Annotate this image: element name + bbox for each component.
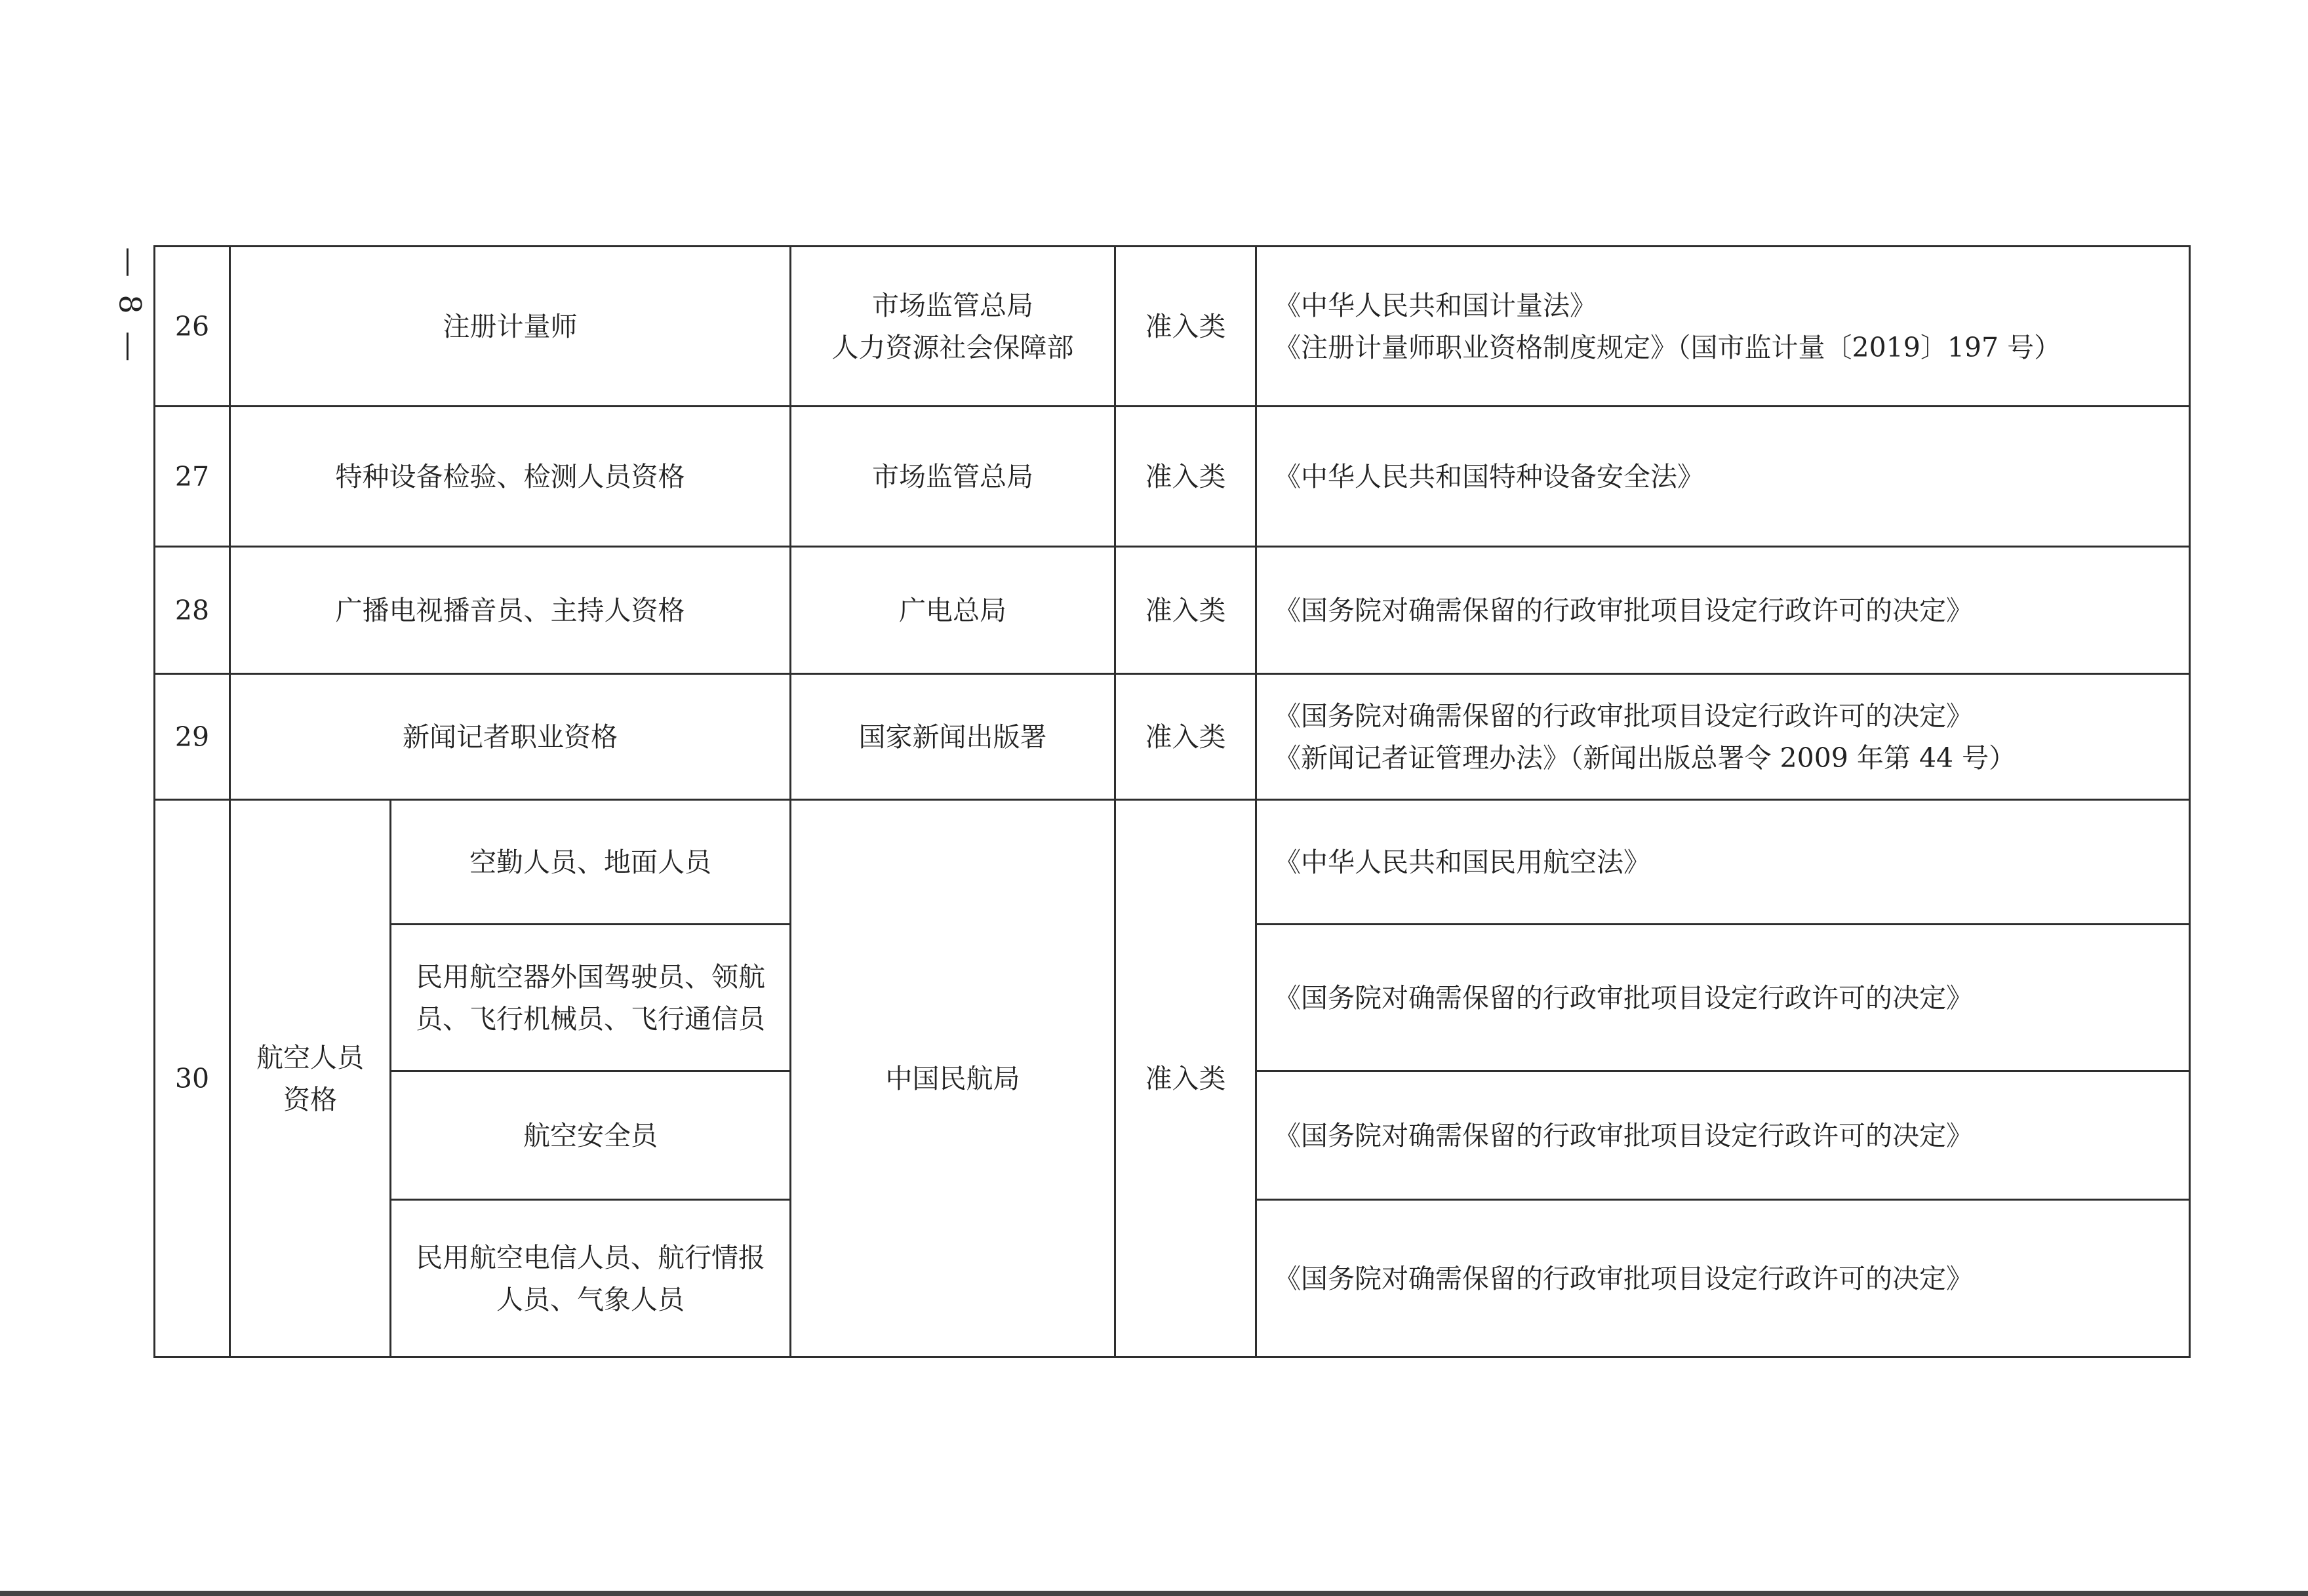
sub-qualification-line: 民用航空电信人员、航行情报 (416, 1241, 765, 1273)
category-cell: 准入类 (1115, 674, 1256, 800)
row-number: 30 (155, 800, 230, 1357)
qualification-table (153, 245, 2191, 1358)
basis-line: 《注册计量师职业资格制度规定》（国市监计量〔2019〕197 号） (1274, 331, 2061, 363)
department-cell: 市场监管总局 (791, 407, 1115, 547)
scan-bottom-edge (0, 1591, 2308, 1596)
basis-line: 《中华人民共和国计量法》 (1274, 289, 1597, 321)
category-cell: 准入类 (1115, 547, 1256, 674)
category-cell: 准入类 (1115, 247, 1256, 407)
group-line: 航空人员 (256, 1041, 364, 1073)
group-line: 资格 (283, 1083, 337, 1115)
table-row (155, 674, 2190, 800)
basis-cell: 《国务院对确需保留的行政审批项目设定行政许可的决定》 (1256, 925, 2190, 1071)
sub-qualification-line: 民用航空器外国驾驶员、领航 (416, 961, 765, 993)
basis-cell: 《国务院对确需保留的行政审批项目设定行政许可的决定》 (1256, 547, 2190, 674)
basis-cell: 《中华人民共和国民用航空法》 (1256, 800, 2190, 925)
basis-cell: 《中华人民共和国特种设备安全法》 (1256, 407, 2190, 547)
basis-line: 《国务院对确需保留的行政审批项目设定行政许可的决定》 (1274, 700, 1973, 732)
table-row (155, 800, 2190, 925)
category-cell: 准入类 (1115, 407, 1256, 547)
basis-cell (1256, 674, 2190, 800)
table-row (155, 547, 2190, 674)
sub-qualification: 空勤人员、地面人员 (391, 800, 791, 925)
department-cell: 中国民航局 (791, 800, 1115, 1357)
department-line: 人力资源社会保障部 (831, 331, 1074, 363)
sub-qualification (391, 925, 791, 1071)
basis-cell: 《国务院对确需保留的行政审批项目设定行政许可的决定》 (1256, 1071, 2190, 1200)
table-row (155, 407, 2190, 547)
page-number-text: — 8 — (112, 247, 148, 366)
qualification-name: 新闻记者职业资格 (230, 674, 791, 800)
page-number (111, 244, 148, 369)
row-number: 26 (155, 247, 230, 407)
sub-qualification (391, 1200, 791, 1357)
sub-qualification-line: 员、飞行机械员、飞行通信员 (416, 1003, 765, 1035)
qualification-group (230, 800, 391, 1357)
basis-cell (1256, 247, 2190, 407)
row-number: 29 (155, 674, 230, 800)
department-cell (791, 247, 1115, 407)
qualification-name: 广播电视播音员、主持人资格 (230, 547, 791, 674)
row-number: 27 (155, 407, 230, 547)
department-cell: 广电总局 (791, 547, 1115, 674)
table-row (155, 247, 2190, 407)
qualification-name: 注册计量师 (230, 247, 791, 407)
sub-qualification-line: 人员、气象人员 (496, 1283, 685, 1315)
row-number: 28 (155, 547, 230, 674)
category-cell: 准入类 (1115, 800, 1256, 1357)
department-line: 市场监管总局 (872, 289, 1033, 321)
basis-cell: 《国务院对确需保留的行政审批项目设定行政许可的决定》 (1256, 1200, 2190, 1357)
department-cell: 国家新闻出版署 (791, 674, 1115, 800)
basis-line: 《新闻记者证管理办法》（新闻出版总署令 2009 年第 44 号） (1274, 742, 2016, 774)
sub-qualification: 航空安全员 (391, 1071, 791, 1200)
qualification-name: 特种设备检验、检测人员资格 (230, 407, 791, 547)
